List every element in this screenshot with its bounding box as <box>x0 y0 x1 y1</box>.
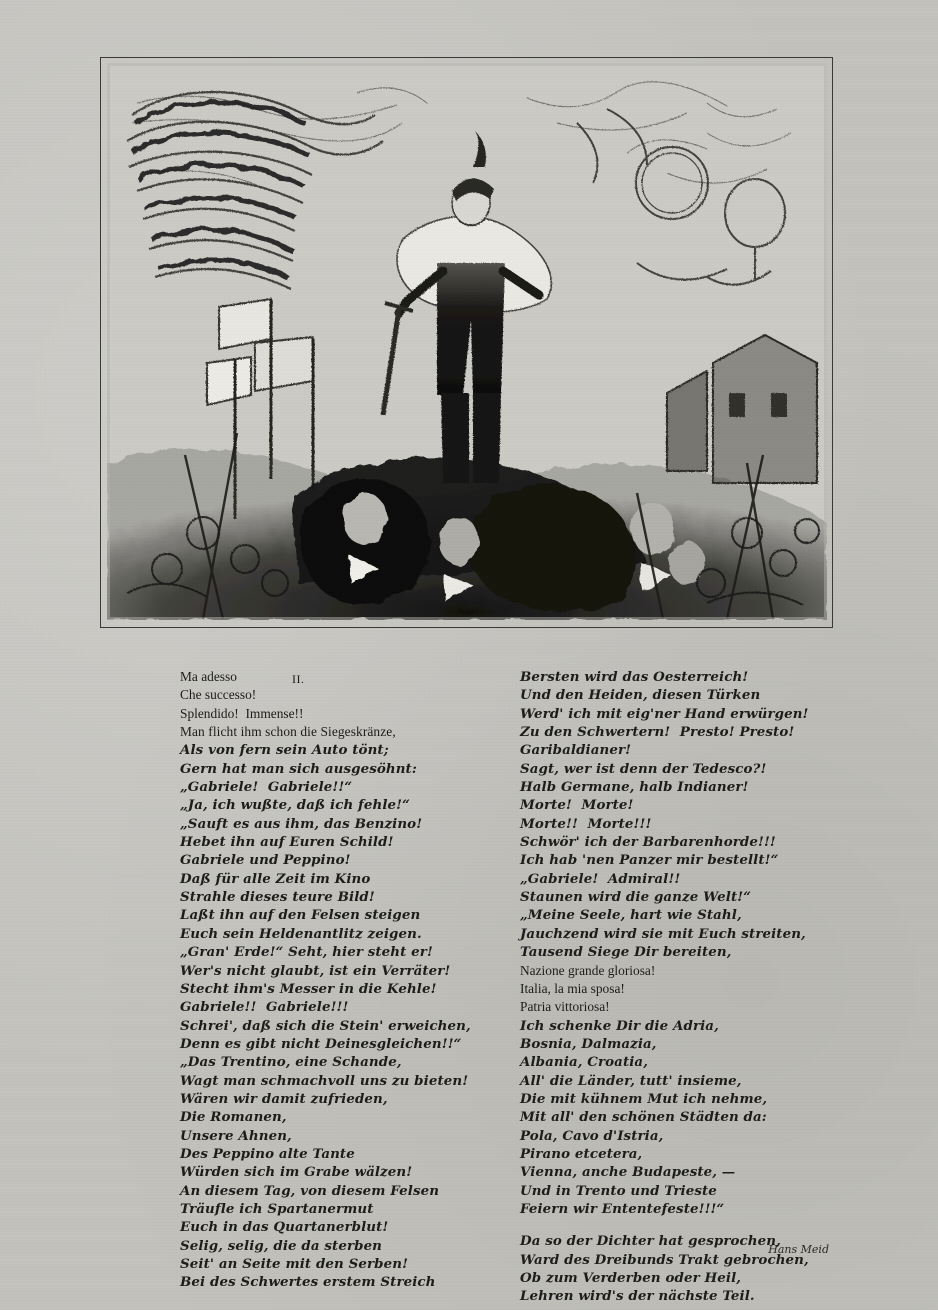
verse-line: Halb Germane, halb Indianer! <box>520 779 749 796</box>
verse-line: Werd' ich mit eig'ner Hand erwürgen! <box>520 705 809 722</box>
verse-line: Die mit kühnem Mut ich nehme, <box>520 1090 768 1107</box>
verse-line: „Gran' Erde!“ Seht, hier steht er! <box>180 944 433 961</box>
verse-line: Da so der Dichter hat gesprochen, <box>520 1233 781 1250</box>
verse-line: Pirano etcetera, <box>520 1145 643 1162</box>
verse-line: Und den Heiden, diesen Türken <box>520 687 761 704</box>
verse-line: Ward des Dreibunds Trakt gebrochen, <box>520 1251 809 1268</box>
verse-line: Selig, selig, die da sterben <box>180 1237 383 1254</box>
verse-line: Garibaldianer! <box>520 742 632 759</box>
stanza-gap <box>520 1218 830 1232</box>
verse-line: Gabriele!! Gabriele!!! <box>180 999 349 1016</box>
lithograph-drawing <box>107 63 827 620</box>
verse-line: Patria vittoriosa! <box>520 999 610 1015</box>
verse-line: „Gabriele! Admiral!! <box>520 870 681 887</box>
verse-line: Zu den Schwertern! Presto! Presto! <box>520 724 795 741</box>
verse-line: Seit' an Seite mit den Serben! <box>180 1256 409 1272</box>
verse-line: Euch sein Heldenantlitz zeigen. <box>180 925 422 942</box>
verse-line: Schwör' ich der Barbarenhorde!!! <box>520 834 776 851</box>
verse-line: Staunen wird die ganze Welt!“ <box>520 889 752 906</box>
section-number: II. <box>292 672 305 686</box>
verse-line: Hebet ihn auf Euren Schild! <box>180 834 394 851</box>
verse-line: All' die Länder, tutt' insieme, <box>520 1072 742 1089</box>
verse-line: Ma adesso <box>180 669 237 684</box>
verse-line: Jauchzend wird sie mit Euch streiten, <box>520 925 806 942</box>
verse-line: Euch in das Quartanerblut! <box>180 1219 389 1236</box>
verse-line: Wagt man schmachvoll uns zu bieten! <box>180 1072 469 1089</box>
verse-line: Ich schenke Dir die Adria, <box>520 1017 719 1034</box>
verse-line: Daß für alle Zeit im Kino <box>180 870 371 887</box>
verse-line: Splendido! Immense!! <box>180 705 304 721</box>
verse-line: Ich hab 'nen Panzer mir bestellt!“ <box>520 852 779 869</box>
verse-line: Albania, Croatia, <box>520 1054 648 1071</box>
poem-block <box>100 668 833 1305</box>
verse-line: Schrei', daß sich die Stein' erweichen, <box>180 1017 471 1034</box>
verse-line: An diesem Tag, von diesem Felsen <box>180 1182 440 1199</box>
verse-line: Gabriele und Peppino! <box>180 852 351 869</box>
verse-line: Mit all' den schönen Städten da: <box>520 1109 767 1126</box>
verse-line: Pola, Cavo d'Istria, <box>520 1127 664 1144</box>
verse-line: Als von fern sein Auto tönt; <box>180 742 389 759</box>
verse-line: „Gabriele! Gabriele!!“ <box>180 779 353 796</box>
poem-column-left <box>180 668 480 1292</box>
illustration-plate <box>100 57 833 628</box>
verse-line: Denn es gibt nicht Deinesgleichen!!“ <box>180 1035 462 1052</box>
verse-line: Sagt, wer ist denn der Tedesco?! <box>520 760 767 777</box>
verse-line: Tausend Siege Dir bereiten, <box>520 944 732 961</box>
verse-line: Unsere Ahnen, <box>180 1127 292 1144</box>
verse-line: Würden sich im Grabe wälzen! <box>180 1164 413 1181</box>
verse-line: „Das Trentino, eine Schande, <box>180 1054 402 1071</box>
verse-line: Des Peppino alte Tante <box>180 1145 355 1162</box>
verse-line: Die Romanen, <box>180 1109 287 1126</box>
verse-line: Italia, la mia sposa! <box>520 980 625 996</box>
verse-line: „Ja, ich wußte, daß ich fehle!“ <box>180 797 410 814</box>
verse-line: „Meine Seele, hart wie Stahl, <box>520 907 742 924</box>
verse-line: Vienna, anche Budapeste, — <box>520 1164 736 1181</box>
verse-line: Bersten wird das Oesterreich! <box>520 669 749 685</box>
verse-line: Laßt ihn auf den Felsen steigen <box>180 907 421 924</box>
verse-line: Morte!! Morte!!! <box>520 815 652 832</box>
verse-line: Man flicht ihm schon die Siegeskränze, <box>180 724 396 740</box>
verse-line: Che successo! <box>180 687 257 703</box>
verse-line: Strahle dieses teure Bild! <box>180 889 375 906</box>
verse-line: Feiern wir Ententefeste!!!“ <box>520 1200 725 1217</box>
verse-line: Bei des Schwertes erstem Streich <box>180 1274 436 1291</box>
verse-line: Träufle ich Spartanermut <box>180 1200 374 1217</box>
verse-line: Und in Trento und Trieste <box>520 1182 717 1199</box>
plate-image <box>107 63 827 620</box>
verse-line: Gern hat man sich ausgesöhnt: <box>180 760 417 777</box>
verse-line: „Sauft es aus ihm, das Benzino! <box>180 815 423 832</box>
verse-line: Lehren wird's der nächste Teil. <box>520 1288 755 1305</box>
verse-line: Nazione grande gloriosa! <box>520 962 656 978</box>
verse-line: Stecht ihm's Messer in die Kehle! <box>180 980 437 997</box>
verse-line: Ob zum Verderben oder Heil, <box>520 1270 742 1286</box>
verse-line: Wer's nicht glaubt, ist ein Verräter! <box>180 962 451 979</box>
poem-column-right <box>520 668 830 1306</box>
verse-line: Wären wir damit zufrieden, <box>180 1090 388 1107</box>
verse-line: Morte! Morte! <box>520 797 634 814</box>
verse-line: Bosnia, Dalmazia, <box>520 1035 657 1052</box>
artist-signature: Hans Meid <box>768 1243 829 1256</box>
